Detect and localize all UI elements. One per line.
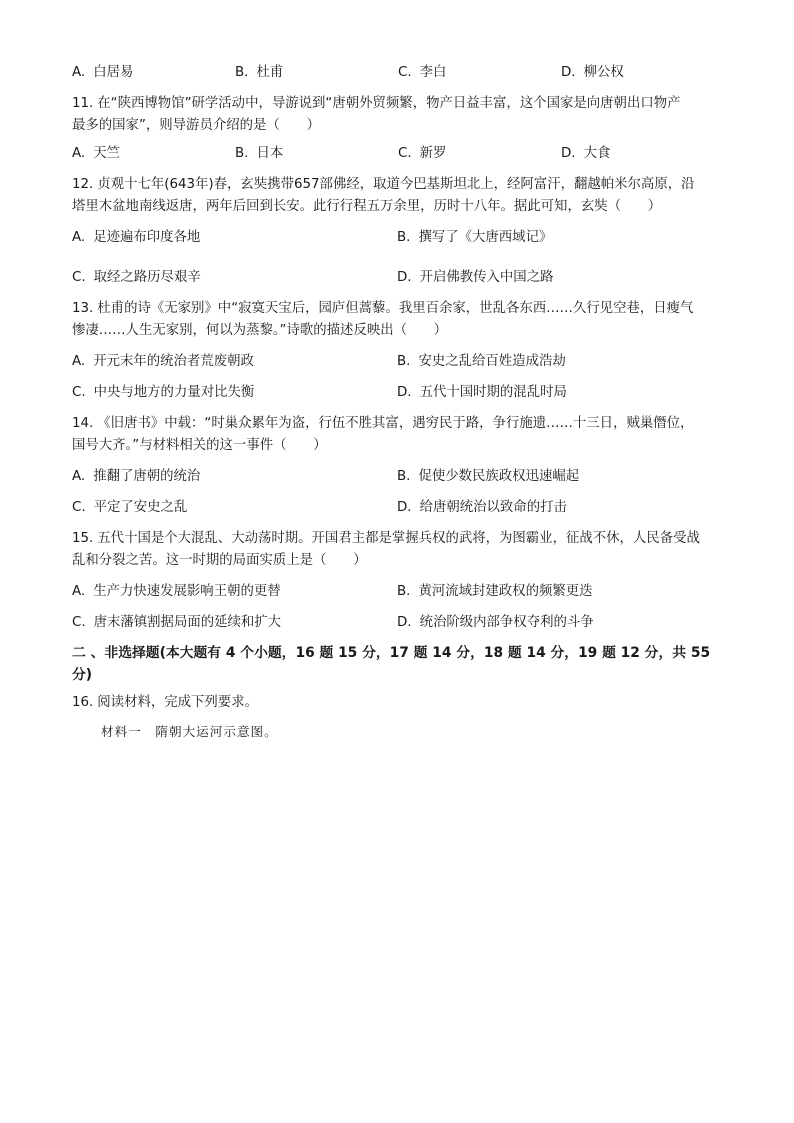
section-2-heading bbox=[72, 642, 724, 686]
q13-option-d[interactable]: D. 五代十国时期的混乱时局 bbox=[397, 385, 567, 400]
question-13-line-2: 惨凄……人生无家别，何以为蒸黎。”诗歌的描述反映出（ ） bbox=[72, 323, 448, 338]
q13-option-b[interactable]: B. 安史之乱给百姓造成浩劫 bbox=[397, 354, 566, 369]
q10-option-c[interactable]: C. 李白 bbox=[398, 65, 447, 80]
q13-option-a[interactable]: A. 开元末年的统治者荒废朝政 bbox=[72, 354, 254, 369]
q12-option-a[interactable]: A. 足迹遍布印度各地 bbox=[72, 230, 201, 245]
q13-option-c[interactable]: C. 中央与地方的力量对比失衡 bbox=[72, 385, 255, 400]
question-12 bbox=[72, 174, 724, 218]
section-2-heading-line-1: 二 、非选择题(本大题有 4 个小题，16 题 15 分，17 题 14 分，18 题 14 分，19 题 12 分，共 55 bbox=[72, 645, 711, 661]
q13-options-row-1 bbox=[72, 351, 724, 373]
question-15 bbox=[72, 528, 724, 572]
question-15-line-2: 乱和分裂之苦。这一时期的局面实质上是（ ） bbox=[72, 553, 367, 568]
q12-option-d[interactable]: D. 开启佛教传入中国之路 bbox=[397, 270, 554, 285]
question-14-line-2: 国号大齐。”与材料相关的这一事件（ ） bbox=[72, 438, 327, 453]
q10-options bbox=[72, 62, 724, 84]
q14-options-row-2 bbox=[72, 497, 724, 519]
q10-option-b[interactable]: B. 杜甫 bbox=[235, 65, 284, 80]
q12-options-row-2 bbox=[72, 267, 724, 289]
q14-option-b[interactable]: B. 促使少数民族政权迅速崛起 bbox=[397, 469, 580, 484]
q13-options-row-2 bbox=[72, 382, 724, 404]
question-12-line-2: 塔里木盆地南线返唐，两年后回到长安。此行行程五万余里，历时十八年。据此可知，玄奘（ ） bbox=[72, 199, 662, 214]
q14-option-d[interactable]: D. 给唐朝统治以致命的打击 bbox=[397, 500, 567, 515]
q11-option-c[interactable]: C. 新罗 bbox=[398, 146, 447, 161]
question-13-line-1: 13. 杜甫的诗《无家别》中“寂寞天宝后，园庐但蒿藜。我里百余家，世乱各东西……久行见空巷，日瘦气 bbox=[72, 301, 694, 316]
q11-options bbox=[72, 143, 724, 165]
q15-option-a[interactable]: A. 生产力快速发展影响王朝的更替 bbox=[72, 584, 281, 599]
q15-option-c[interactable]: C. 唐末藩镇割据局面的延续和扩大 bbox=[72, 615, 282, 630]
q15-options-row-2 bbox=[72, 612, 724, 634]
question-11-line-2: 最多的国家”，则导游员介绍的是（ ） bbox=[72, 118, 320, 133]
q15-options-row-1 bbox=[72, 581, 724, 603]
q14-options-row-1 bbox=[72, 466, 724, 488]
question-14 bbox=[72, 413, 724, 457]
q11-option-a[interactable]: A. 天竺 bbox=[72, 146, 120, 161]
q11-option-d[interactable]: D. 大食 bbox=[561, 146, 611, 161]
question-16-line-1: 16. 阅读材料，完成下列要求。 bbox=[72, 695, 258, 710]
question-14-line-1: 14. 《旧唐书》中载：“时巢众累年为盗，行伍不胜其富，遇穷民于路，争行施遗……十三日，贼巢僭位， bbox=[72, 416, 694, 431]
question-12-line-1: 12. 贞观十七年(643年)春，玄奘携带657部佛经，取道今巴基斯坦北上，经阿富汗，翻越帕米尔高原，沿 bbox=[72, 177, 695, 192]
q16-material-1-caption: 材料一 隋朝大运河示意图。 bbox=[101, 724, 278, 739]
q14-option-c[interactable]: C. 平定了安史之乱 bbox=[72, 500, 188, 515]
exam-page bbox=[72, 62, 724, 742]
question-13 bbox=[72, 298, 724, 342]
q12-option-c[interactable]: C. 取经之路历尽艰辛 bbox=[72, 270, 201, 285]
q15-option-b[interactable]: B. 黄河流域封建政权的频繁更迭 bbox=[397, 584, 593, 599]
q15-option-d[interactable]: D. 统治阶级内部争权夺利的斗争 bbox=[397, 615, 594, 630]
q10-option-a[interactable]: A. 白居易 bbox=[72, 65, 134, 80]
q11-option-b[interactable]: B. 日本 bbox=[235, 146, 284, 161]
question-15-line-1: 15. 五代十国是个大混乱、大动荡时期。开国君主都是掌握兵权的武将，为图霸业，征战不休，人民备受战 bbox=[72, 531, 700, 546]
question-11 bbox=[72, 93, 724, 137]
q10-option-d[interactable]: D. 柳公权 bbox=[561, 65, 624, 80]
section-2-heading-line-2: 分) bbox=[72, 667, 93, 683]
q12-options-row-1 bbox=[72, 227, 724, 249]
q12-option-b[interactable]: B. 撰写了《大唐西域记》 bbox=[397, 230, 553, 245]
question-16 bbox=[72, 692, 724, 714]
q14-option-a[interactable]: A. 推翻了唐朝的统治 bbox=[72, 469, 201, 484]
question-11-line-1: 11. 在“陕西博物馆”研学活动中，导游说到“唐朝外贸频繁，物产日益丰富，这个国家是向唐朝出口物产 bbox=[72, 96, 681, 111]
